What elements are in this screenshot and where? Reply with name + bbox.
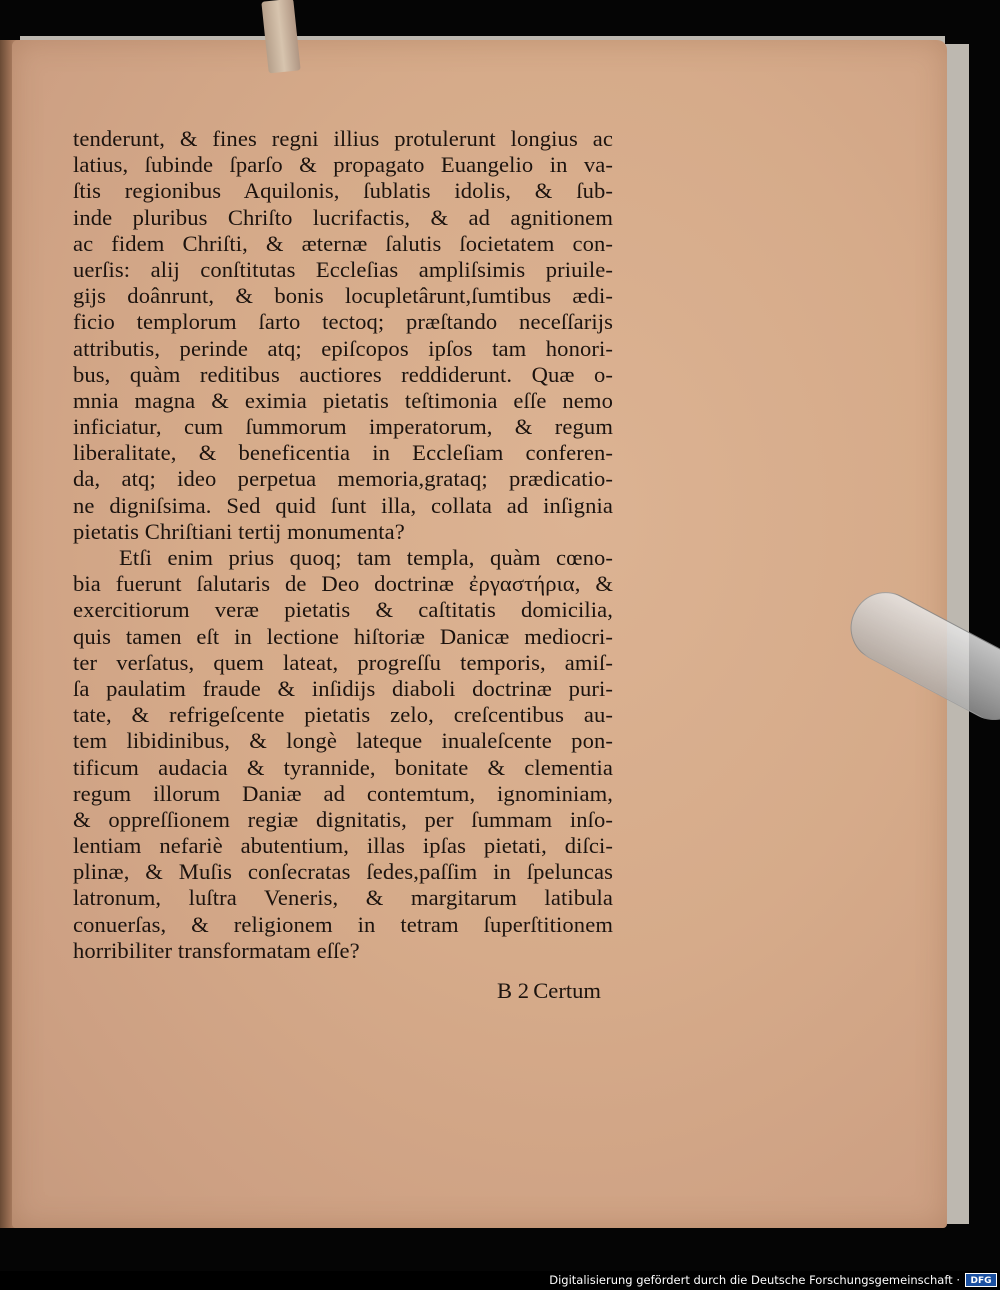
text-line: bus, quàm reditibus auctiores reddiderunt. Quæ o- xyxy=(73,361,613,387)
paragraph-start-line: Etſi enim prius quoq; tam templa, quàm cœno- xyxy=(119,545,613,570)
text-line: latronum, luſtra Veneris, & margitarum latibula xyxy=(73,885,613,911)
text-line: inde pluribus Chriſto lucrifactis, & ad agnitionem xyxy=(73,204,613,230)
text-line: ficio templorum ſarto tectoq; præſtando neceſſarijs xyxy=(73,309,613,335)
catchword: Certum xyxy=(533,978,601,1003)
text-line: plinæ, & Muſis conſecratas ſedes,paſſim in ſpeluncas xyxy=(73,859,613,885)
text-line: tenderunt, & fines regni illius protulerunt longius ac xyxy=(73,126,613,151)
text-line: latius, ſubinde ſparſo & propagato Euangelio in va- xyxy=(73,152,613,178)
text-line: & oppreſſionem regiæ dignitatis, per ſummam inſo- xyxy=(73,806,613,832)
signature-mark: B 2 xyxy=(497,978,530,1003)
text-line: attributis, perinde atq; epiſcopos ipſos tam honori- xyxy=(73,335,613,361)
funding-credit: Digitalisierung gefördert durch die Deutsche Forschungsgemeinschaft · xyxy=(549,1273,960,1287)
text-line: exercitiorum veræ pietatis & caſtitatis domicilia, xyxy=(73,597,613,623)
text-line: bia fuerunt ſalutaris de Deo doctrinæ ἐργαστήρια, & xyxy=(73,571,613,597)
text-line: ſtis regionibus Aquilonis, ſublatis idolis, & ſub- xyxy=(73,178,613,204)
text-line: ter verſatus, quem lateat, progreſſu temporis, amiſ- xyxy=(73,649,613,675)
body-text xyxy=(73,126,613,964)
text-line: gijs doânrunt, & bonis locupletârunt,ſumtibus ædi- xyxy=(73,283,613,309)
text-line: conuerſas, & religionem in tetram ſuperſtitionem xyxy=(73,911,613,937)
text-line: lentiam nefariè abutentium, illas ipſas pietati, diſci- xyxy=(73,833,613,859)
text-line: inficiatur, cum ſummorum imperatorum, & regum xyxy=(73,414,613,440)
dfg-logo: DFG xyxy=(965,1273,997,1287)
text-line: da, atq; ideo perpetua memoria,grataq; prædicatio- xyxy=(73,466,613,492)
text-line: tem libidinibus, & longè lateque inualeſcente pon- xyxy=(73,728,613,754)
credit-bar xyxy=(0,1271,1000,1290)
text-line: tificum audacia & tyrannide, bonitate & clementia xyxy=(73,754,613,780)
text-line: liberalitate, & beneficentia in Eccleſiam conferen- xyxy=(73,440,613,466)
text-line: ne digniſsima. Sed quid ſunt illa, collata ad inſignia xyxy=(73,492,613,518)
page-footer xyxy=(73,978,601,1006)
text-line: uerſis: alij conſtitutas Eccleſias ampliſsimis priuile- xyxy=(73,256,613,282)
text-line: regum illorum Daniæ ad contemtum, ignominiam, xyxy=(73,780,613,806)
text-line: mnia magna & eximia pietatis teſtimonia eſſe nemo xyxy=(73,387,613,413)
text-line: quis tamen eſt in lectione hiſtoriæ Danicæ mediocri- xyxy=(73,623,613,649)
text-line: pietatis Chriſtiani tertij monumenta? xyxy=(73,518,405,544)
bookmark-ribbon xyxy=(261,0,300,73)
text-line: ac fidem Chriſti, & æternæ ſalutis ſocietatem con- xyxy=(73,230,613,256)
text-line: ſa paulatim fraude & inſidijs diaboli doctrinæ puri- xyxy=(73,675,613,701)
text-line: tate, & refrigeſcente pietatis zelo, creſcentibus au- xyxy=(73,702,613,728)
text-line: horribiliter transformatam eſſe? xyxy=(73,937,360,963)
